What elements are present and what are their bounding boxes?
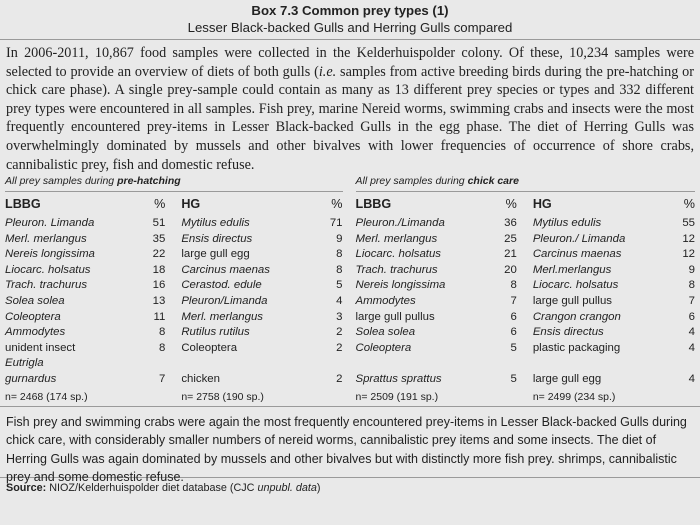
hg-pct-cell: 5 bbox=[336, 279, 343, 292]
hg-pct-cell: 12 bbox=[682, 232, 695, 245]
lbbg-prey-cell: Merl. merlangus bbox=[5, 232, 87, 245]
lbbg-pct-cell: 35 bbox=[152, 232, 166, 245]
hg-prey-cell: Liocarc. holsatus bbox=[532, 279, 619, 292]
lbbg-pct-cell: 8 bbox=[158, 341, 166, 354]
outro-paragraph: Fish prey and swimming crabs were again the most frequently encountered prey-items in Lesser Black-backed Gulls during chick care, with considerably smaller numbers of nereid worms, cannibalistic prey items and some insects. The diet of Herring Gulls was again dominated by mussels and other bivalves but with distinctly more fish prey. shrimps, cannibalistic prey and some domestic refuse. bbox=[6, 414, 687, 485]
table-row bbox=[5, 247, 343, 263]
source-italic: unpubl. data bbox=[257, 481, 317, 494]
hg-pct-cell: 9 bbox=[336, 232, 343, 245]
table-row bbox=[5, 325, 343, 341]
lbbg-prey-cell: Pleuron. Limanda bbox=[5, 217, 95, 229]
lbbg-prey-cell: large gull pullus bbox=[355, 310, 435, 323]
hg-pct-cell: 4 bbox=[336, 294, 343, 307]
hg-pct-cell: 7 bbox=[688, 294, 695, 307]
hg-prey-cell: Merl. merlangus bbox=[181, 310, 263, 323]
hg-prey-cell: Carcinus maenas bbox=[532, 248, 622, 261]
hg-pct-cell: 2 bbox=[336, 326, 343, 339]
caption-prefix: All prey samples during bbox=[355, 175, 468, 187]
lbbg-prey-cell: Trach. trachurus bbox=[355, 263, 438, 276]
chick-care-body bbox=[356, 216, 696, 406]
lbbg-pct-cell: 18 bbox=[152, 263, 166, 276]
hg-pct-cell: 4 bbox=[688, 326, 695, 339]
hg-total: n= 2499 (234 sp.) bbox=[532, 390, 616, 403]
lbbg-prey-cell: Ammodytes bbox=[5, 326, 66, 339]
hg-prey-cell: large gull egg bbox=[532, 372, 602, 385]
hg-pct-cell: 9 bbox=[688, 263, 695, 276]
lbbg-pct-cell: 13 bbox=[152, 294, 166, 307]
lbbg-pct-cell: 5 bbox=[510, 372, 517, 385]
col-pct-lbbg: % bbox=[154, 197, 166, 211]
table-row bbox=[5, 356, 343, 372]
lbbg-prey-cell bbox=[356, 356, 476, 372]
lbbg-prey-cell: Solea solea bbox=[5, 294, 65, 307]
lbbg-prey-cell: Coleoptera bbox=[355, 341, 412, 354]
hg-prey-cell bbox=[527, 356, 659, 372]
hg-pct-cell: 2 bbox=[336, 372, 343, 385]
col-lbbg: LBBG bbox=[5, 197, 41, 211]
lbbg-pct-cell: 8 bbox=[510, 279, 517, 292]
hg-prey-cell: large gull pullus bbox=[532, 294, 612, 307]
col-lbbg: LBBG bbox=[355, 197, 392, 211]
table-row bbox=[356, 278, 696, 294]
lbbg-prey-cell: Nereis longissima bbox=[5, 248, 95, 261]
pre-hatching-caption bbox=[5, 171, 343, 191]
intro-text-2: samples from active breeding birds during the pre-hatching or chick care phase). A single prey-sample could contain as many as 13 different prey species or types and 332 different prey types were encountered in all samples. Fish prey, marine Nereid worms, swimming crabs and insects were the most frequently encountered prey-items in Lesser Black-backed Gulls in the egg phase. The diet of Herring Gulls was overwhelmingly dominated by mussels and other bivalves with lower frequencies of occurrence of shore crabs, cannibalistic prey, fish and domestic refuse. bbox=[6, 63, 694, 173]
table-row bbox=[356, 341, 696, 357]
hg-pct-cell: 71 bbox=[329, 217, 343, 229]
table-row bbox=[356, 310, 696, 326]
lbbg-pct-cell: 51 bbox=[152, 217, 166, 229]
table-row bbox=[356, 263, 696, 279]
table-row bbox=[5, 216, 343, 232]
table-row bbox=[356, 356, 696, 372]
hg-pct-cell: 12 bbox=[682, 248, 695, 261]
lbbg-pct-cell: 20 bbox=[504, 263, 517, 276]
hg-prey-cell: Cerastod. edule bbox=[181, 279, 262, 292]
hg-prey-cell: Ensis directus bbox=[181, 232, 253, 245]
hg-prey-cell: Crangon crangon bbox=[532, 310, 621, 323]
intro-italic: i.e. bbox=[318, 63, 337, 80]
chick-care-caption bbox=[356, 171, 696, 191]
pre-hatching-table bbox=[5, 192, 343, 406]
lbbg-pct-cell: 25 bbox=[504, 232, 517, 245]
source-text: NIOZ/Kelderhuispolder diet database (CJC bbox=[46, 481, 258, 494]
table-row bbox=[356, 294, 696, 310]
table-row bbox=[5, 232, 343, 248]
lbbg-pct-cell bbox=[125, 356, 176, 372]
lbbg-prey-cell: Trach. trachurus bbox=[5, 279, 88, 292]
table-row bbox=[5, 341, 343, 357]
caption-bold: chick care bbox=[467, 175, 519, 187]
lbbg-pct-cell: 5 bbox=[510, 341, 517, 354]
table-row bbox=[5, 263, 343, 279]
hg-prey-cell: chicken bbox=[181, 372, 220, 385]
lbbg-prey-cell: Merl. merlangus bbox=[355, 232, 438, 245]
lbbg-pct-cell: 8 bbox=[158, 326, 166, 339]
hg-pct-cell: 6 bbox=[688, 310, 695, 323]
table-row bbox=[5, 278, 343, 294]
lbbg-prey-cell: Ammodytes bbox=[355, 294, 416, 307]
source-label: Source: bbox=[6, 481, 47, 494]
lbbg-pct-cell: 16 bbox=[152, 279, 166, 292]
hg-pct-cell: 4 bbox=[688, 372, 695, 385]
col-hg: HG bbox=[532, 197, 552, 211]
lbbg-prey-cell: Liocarc. holsatus bbox=[5, 263, 91, 276]
lbbg-pct-cell: 7 bbox=[510, 294, 517, 307]
chick-care-table bbox=[356, 192, 696, 406]
hg-prey-cell: large gull egg bbox=[181, 248, 250, 261]
lbbg-prey-cell: Solea solea bbox=[355, 326, 416, 339]
intro-paragraph bbox=[0, 40, 700, 171]
box-subtitle: Lesser Black-backed Gulls and Herring Gulls compared bbox=[187, 20, 513, 35]
hg-pct-cell: 4 bbox=[688, 341, 695, 354]
lbbg-prey-cell: Eutrigla bbox=[5, 357, 44, 370]
hg-pct-cell bbox=[659, 356, 695, 372]
lbbg-prey-cell: gurnardus bbox=[5, 372, 57, 385]
box-header bbox=[0, 0, 700, 39]
table-row bbox=[356, 216, 696, 232]
table-row bbox=[356, 372, 696, 388]
totals-row bbox=[5, 388, 343, 406]
lbbg-prey-cell: Sprattus sprattus bbox=[355, 372, 442, 385]
hg-pct-cell: 8 bbox=[336, 263, 343, 276]
hg-prey-cell: Pleuron./ Limanda bbox=[532, 232, 626, 245]
hg-prey-cell: Ensis directus bbox=[532, 326, 604, 339]
lbbg-pct-cell: 36 bbox=[504, 217, 517, 229]
intro-text-1: In 2006-2011, 10,867 food samples were collected in the Kelderhuispolder colony. Of these, 10,234 samples were selected to provide an overview of diets of both gulls ( bbox=[6, 45, 694, 80]
chick-care-panel bbox=[356, 171, 696, 406]
table-row bbox=[356, 325, 696, 341]
lbbg-pct-cell: 6 bbox=[510, 326, 517, 339]
lbbg-prey-cell: Pleuron./Limanda bbox=[355, 217, 445, 229]
hg-prey-cell: Merl.merlangus bbox=[532, 263, 612, 276]
col-pct-lbbg: % bbox=[505, 197, 517, 211]
lbbg-pct-cell: 21 bbox=[504, 248, 517, 261]
hg-pct-cell bbox=[307, 356, 343, 372]
box-title: Box 7.3 Common prey types (1) bbox=[251, 3, 449, 18]
hg-prey-cell: plastic packaging bbox=[532, 341, 621, 354]
lbbg-total: n= 2509 (191 sp.) bbox=[355, 390, 439, 403]
lbbg-prey-cell: Coleoptera bbox=[5, 310, 61, 323]
lbbg-prey-cell: Liocarc. holsatus bbox=[355, 248, 441, 261]
hg-total: n= 2758 (190 sp.) bbox=[181, 390, 264, 403]
lbbg-prey-cell: Nereis longissima bbox=[355, 279, 446, 292]
hg-prey-cell: Pleuron/Limanda bbox=[181, 294, 268, 307]
lbbg-pct-cell: 7 bbox=[158, 372, 166, 385]
lbbg-pct-cell: 6 bbox=[510, 310, 517, 323]
col-pct-hg: % bbox=[683, 197, 695, 211]
hg-pct-cell: 2 bbox=[336, 341, 343, 354]
hg-prey-cell: Mytilus edulis bbox=[181, 217, 250, 229]
tables-row bbox=[0, 171, 700, 406]
table-row bbox=[5, 310, 343, 326]
lbbg-pct-cell bbox=[476, 356, 527, 372]
hg-pct-cell: 8 bbox=[688, 279, 695, 292]
hg-pct-cell: 3 bbox=[336, 310, 343, 323]
totals-row bbox=[356, 388, 696, 406]
col-hg: HG bbox=[181, 197, 201, 211]
caption-bold: pre-hatching bbox=[117, 175, 181, 187]
table-row bbox=[356, 232, 696, 248]
table-header-row bbox=[356, 192, 696, 216]
lbbg-pct-cell: 22 bbox=[152, 248, 166, 261]
pre-hatching-body bbox=[5, 216, 343, 406]
hg-prey-cell: Coleoptera bbox=[181, 341, 238, 354]
hg-prey-cell: Mytilus edulis bbox=[532, 217, 602, 229]
hg-prey-cell bbox=[175, 356, 306, 372]
lbbg-pct-cell: 11 bbox=[153, 310, 166, 323]
hg-pct-cell: 8 bbox=[336, 248, 343, 261]
lbbg-prey-cell: unident insect bbox=[5, 341, 76, 354]
source-end: ) bbox=[316, 481, 321, 494]
table-row bbox=[356, 247, 696, 263]
table-row bbox=[5, 372, 343, 388]
hg-prey-cell: Rutilus rutilus bbox=[181, 326, 250, 339]
caption-prefix: All prey samples during bbox=[5, 175, 118, 187]
pre-hatching-panel bbox=[5, 171, 343, 406]
hg-pct-cell: 55 bbox=[682, 217, 695, 229]
table-header-row bbox=[5, 192, 343, 216]
col-pct-hg: % bbox=[331, 197, 343, 211]
hg-prey-cell: Carcinus maenas bbox=[181, 263, 270, 276]
table-row bbox=[5, 294, 343, 310]
lbbg-total: n= 2468 (174 sp.) bbox=[5, 390, 88, 403]
